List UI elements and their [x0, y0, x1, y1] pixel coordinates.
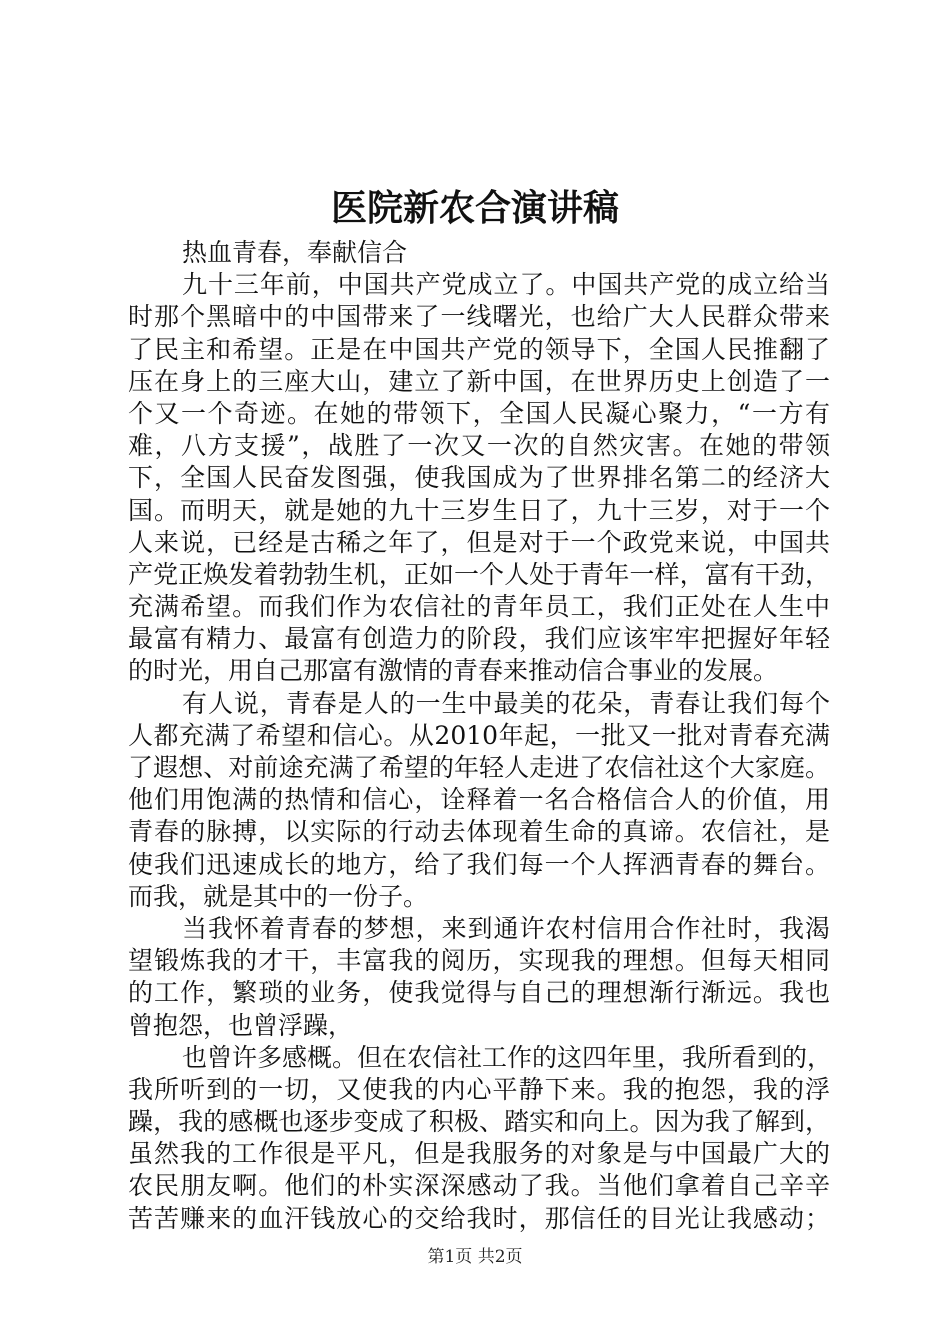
text-line: 热血青春，奉献信合	[182, 238, 408, 267]
text-line: 我所听到的一切，又使我的内心平静下来。我的抱怨，我的浮	[128, 1074, 830, 1104]
text-line: 当我怀着青春的梦想，来到通许农村信用合作社时，我渴	[182, 913, 830, 943]
document-title: 医院新农合演讲稿	[330, 187, 619, 229]
text-line: 农民朋友啊。他们的朴实深深感动了我。当他们拿着自己辛辛	[128, 1171, 830, 1201]
text-line: 的时光，用自己那富有激情的青春来推动信合事业的发展。	[128, 656, 779, 686]
text-line: 充满希望。而我们作为农信社的青年员工，我们正处在人生中	[128, 592, 830, 622]
text-line: 了民主和希望。正是在中国共产党的领导下，全国人民推翻了	[128, 334, 830, 364]
text-line: 望锻炼我的才干，丰富我的阅历，实现我的理想。但每天相同	[128, 946, 830, 976]
page-footer: 第1页 共2页	[427, 1247, 523, 1267]
text-line: 使我们迅速成长的地方，给了我们每一个人挥洒青春的舞台。	[128, 849, 830, 879]
text-line: 个又一个奇迹。在她的带领下，全国人民凝心聚力，“一方有	[128, 398, 830, 428]
text-line: 人都充满了希望和信心。从2010年起，一批又一批对青春充满	[128, 720, 830, 750]
text-line: 而我，就是其中的一份子。	[128, 881, 429, 911]
text-line: 虽然我的工作很是平凡，但是我服务的对象是与中国最广大的	[128, 1139, 830, 1169]
text-line: 也曾许多感概。但在农信社工作的这四年里，我所看到的，	[182, 1042, 833, 1072]
text-line: 最富有精力、最富有创造力的阶段，我们应该牢牢把握好年轻	[128, 624, 830, 654]
text-line: 下，全国人民奋发图强，使我国成为了世界排名第二的经济大	[128, 463, 830, 493]
text-line: 曾抱怨，也曾浮躁，	[128, 1010, 354, 1040]
text-line: 青春的脉搏，以实际的行动去体现着生命的真谛。农信社，是	[128, 817, 830, 847]
text-line: 了遐想、对前途充满了希望的年轻人走进了农信社这个大家庭。	[128, 753, 830, 782]
text-line: 九十三年前，中国共产党成立了。中国共产党的成立给当	[182, 270, 830, 300]
text-line: 压在身上的三座大山，建立了新中国，在世界历史上创造了一	[128, 366, 830, 396]
text-line: 难，八方支援”，战胜了一次又一次的自然灾害。在她的带领	[128, 431, 830, 461]
text-line: 有人说，青春是人的一生中最美的花朵，青春让我们每个	[182, 688, 830, 718]
text-line: 产党正焕发着勃勃生机，正如一个人处于青年一样，富有干劲，	[128, 559, 830, 589]
text-line: 他们用饱满的热情和信心，诠释着一名合格信合人的价值，用	[128, 785, 830, 815]
text-line: 国。而明天，就是她的九十三岁生日了，九十三岁，对于一个	[128, 495, 830, 525]
document-body	[128, 237, 833, 1235]
text-line: 人来说，已经是古稀之年了，但是对于一个政党来说，中国共	[128, 527, 830, 557]
text-line: 时那个黑暗中的中国带来了一线曙光，也给广大人民群众带来	[128, 302, 830, 332]
text-line: 躁，我的感概也逐步变成了积极、踏实和向上。因为我了解到，	[128, 1107, 830, 1137]
text-line: 苦苦赚来的血汗钱放心的交给我时，那信任的目光让我感动；	[128, 1203, 830, 1233]
text-line: 的工作，繁琐的业务，使我觉得与自己的理想渐行渐远。我也	[128, 978, 830, 1008]
